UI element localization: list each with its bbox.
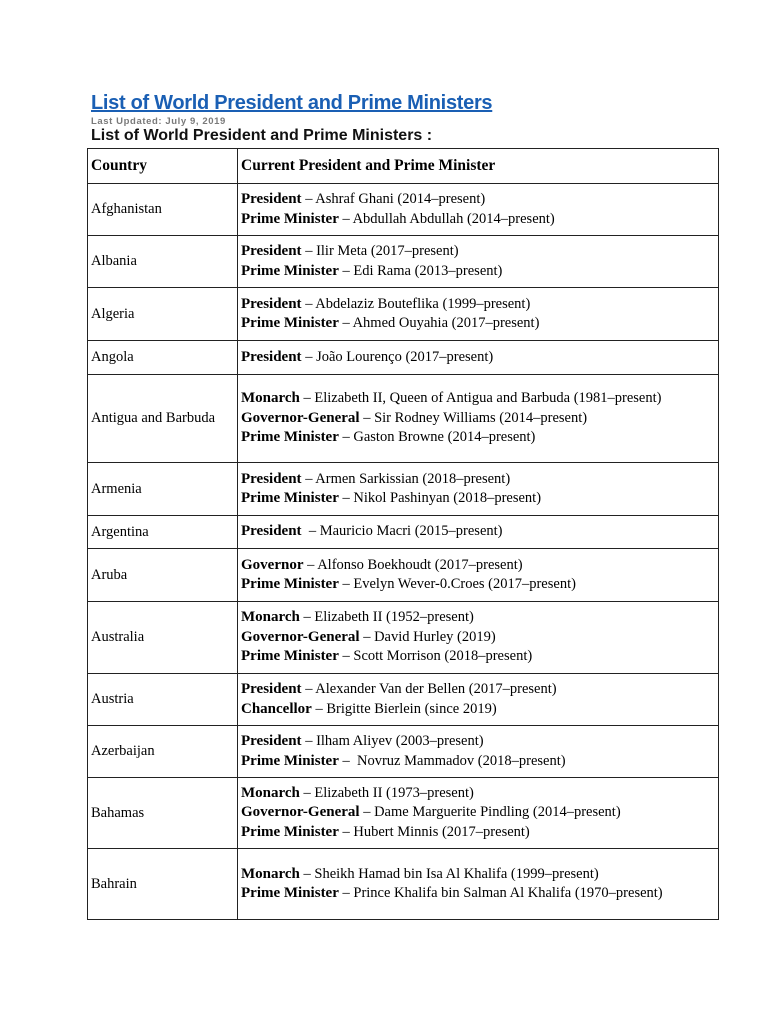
leader-line	[241, 242, 715, 262]
separator: –	[301, 191, 316, 207]
leaders-cell	[238, 602, 719, 674]
role-label: Prime Minister	[241, 823, 339, 840]
table-header-row	[88, 149, 719, 184]
leader-name: João Lourenço (2017–present)	[316, 348, 494, 365]
country-cell: Antigua and Barbuda	[88, 375, 238, 463]
country-cell: Argentina	[88, 516, 238, 549]
separator: –	[359, 804, 375, 821]
leaders-cell	[238, 849, 719, 920]
role-label: President	[241, 348, 302, 365]
table-row	[88, 602, 719, 674]
leader-name: Dame Marguerite Pindling (2014–present)	[374, 804, 621, 821]
role-label: Monarch	[241, 609, 300, 626]
leader-line	[241, 210, 715, 230]
leader-name: Alfonso Boekhoudt (2017–present)	[317, 556, 523, 573]
table-row	[88, 463, 719, 516]
separator: –	[299, 865, 315, 882]
leader-line	[241, 647, 715, 667]
leader-name: Sheikh Hamad bin Isa Al Khalifa (1999–present)	[314, 865, 599, 882]
leaders-cell	[238, 288, 719, 341]
leader-line	[241, 428, 715, 448]
separator: –	[359, 628, 375, 645]
leader-line	[241, 752, 715, 772]
separator: –	[301, 243, 317, 259]
role-label: Prime Minister	[241, 576, 339, 592]
role-label: Prime Minister	[241, 210, 339, 227]
separator: –	[299, 609, 315, 626]
separator: –	[338, 490, 354, 506]
separator: –	[311, 700, 327, 717]
separator: –	[338, 823, 354, 840]
separator: –	[338, 648, 354, 665]
separator: –	[299, 784, 315, 801]
leader-line	[241, 348, 715, 368]
separator: –	[301, 681, 316, 697]
leader-line	[241, 823, 715, 843]
leader-name: Gaston Browne (2014–present)	[353, 429, 536, 446]
leader-line	[241, 884, 715, 904]
separator: –	[301, 295, 316, 312]
leader-name: Ahmed Ouyahia (2017–present)	[352, 315, 540, 331]
role-label: Governor-General	[241, 628, 360, 645]
leader-name: Sir Rodney Williams (2014–present)	[374, 409, 588, 426]
country-cell: Armenia	[88, 463, 238, 516]
header-leaders: Current President and Prime Minister	[238, 149, 719, 184]
role-label: President	[241, 523, 302, 540]
role-label: Governor-General	[241, 804, 360, 821]
role-label: Prime Minister	[241, 752, 339, 769]
last-updated: Last Updated: July 9, 2019	[91, 116, 226, 127]
leader-line	[241, 865, 715, 885]
separator: –	[338, 210, 353, 227]
country-cell: Bahamas	[88, 778, 238, 849]
leader-name: Edi Rama (2013–present)	[353, 262, 503, 279]
separator: –	[338, 262, 354, 279]
leader-line	[241, 190, 715, 210]
table-heading: List of World President and Prime Ministers :	[91, 127, 433, 144]
role-label: Prime Minister	[241, 429, 339, 446]
role-label: President	[241, 191, 302, 207]
role-label: Monarch	[241, 390, 300, 407]
leader-line	[241, 389, 715, 409]
leader-name: Abdullah Abdullah (2014–present)	[352, 210, 555, 227]
leaders-cell	[238, 726, 719, 778]
leader-name: Armen Sarkissian (2018–present)	[315, 470, 511, 487]
leader-line	[241, 295, 715, 315]
table-row	[88, 288, 719, 341]
leader-name: David Hurley (2019)	[374, 628, 496, 645]
leader-line	[241, 556, 715, 576]
table-row	[88, 674, 719, 726]
country-cell: Aruba	[88, 549, 238, 602]
country-cell: Albania	[88, 236, 238, 288]
separator: –	[301, 523, 320, 540]
leader-name: Scott Morrison (2018–present)	[353, 648, 533, 665]
separator: –	[301, 733, 317, 749]
leader-name: Hubert Minnis (2017–present)	[353, 823, 530, 840]
leader-line	[241, 409, 715, 429]
role-label: Prime Minister	[241, 315, 339, 331]
separator: –	[301, 470, 316, 487]
separator: –	[301, 348, 317, 365]
country-cell: Azerbaijan	[88, 726, 238, 778]
separator: –	[359, 409, 375, 426]
separator: –	[338, 752, 357, 769]
leaders-cell	[238, 463, 719, 516]
leader-name: Brigitte Bierlein (since 2019)	[326, 700, 497, 717]
role-label: Monarch	[241, 865, 300, 882]
table-row	[88, 236, 719, 288]
role-label: Prime Minister	[241, 885, 339, 901]
leader-line	[241, 700, 715, 720]
leader-line	[241, 522, 715, 542]
country-cell: Austria	[88, 674, 238, 726]
leaders-cell	[238, 549, 719, 602]
separator: –	[338, 885, 354, 901]
leader-line	[241, 470, 715, 490]
leader-name: Abdelaziz Bouteflika (1999–present)	[315, 295, 531, 312]
leaders-cell	[238, 341, 719, 375]
leader-name: Novruz Mammadov (2018–present)	[357, 752, 566, 769]
leaders-cell	[238, 516, 719, 549]
leader-name: Elizabeth II (1952–present)	[314, 609, 474, 626]
leaders-cell	[238, 236, 719, 288]
separator: –	[338, 576, 354, 592]
leaders-cell	[238, 778, 719, 849]
role-label: Chancellor	[241, 700, 312, 717]
leader-line	[241, 680, 715, 700]
leader-line	[241, 575, 715, 595]
country-cell: Angola	[88, 341, 238, 375]
leader-line	[241, 262, 715, 282]
leader-line	[241, 732, 715, 752]
leader-name: Prince Khalifa bin Salman Al Khalifa (1970–present)	[353, 885, 663, 901]
table-row	[88, 549, 719, 602]
table-row	[88, 849, 719, 920]
country-cell: Afghanistan	[88, 184, 238, 236]
header-country: Country	[88, 149, 238, 184]
leader-name: Evelyn Wever-0.Croes (2017–present)	[353, 576, 576, 592]
leader-line	[241, 489, 715, 509]
leaders-cell	[238, 375, 719, 463]
country-cell: Bahrain	[88, 849, 238, 920]
role-label: Prime Minister	[241, 648, 339, 665]
leader-line	[241, 784, 715, 804]
role-label: Governor	[241, 556, 304, 573]
role-label: President	[241, 243, 302, 259]
role-label: President	[241, 470, 302, 487]
table-row	[88, 726, 719, 778]
leader-line	[241, 314, 715, 334]
separator: –	[338, 315, 353, 331]
leader-name: Ashraf Ghani (2014–present)	[315, 191, 486, 207]
page-title[interactable]: List of World President and Prime Ministers	[91, 92, 493, 114]
role-label: Prime Minister	[241, 262, 339, 279]
country-cell: Algeria	[88, 288, 238, 341]
leader-name: Alexander Van der Bellen (2017–present)	[315, 681, 557, 697]
table-row	[88, 184, 719, 236]
leader-line	[241, 803, 715, 823]
leader-name: Elizabeth II, Queen of Antigua and Barbuda (1981–present)	[314, 390, 662, 407]
leader-line	[241, 628, 715, 648]
role-label: Monarch	[241, 784, 300, 801]
separator: –	[299, 390, 315, 407]
table-row	[88, 341, 719, 375]
leader-name: Ilham Aliyev (2003–present)	[316, 733, 484, 749]
leaders-table	[87, 148, 719, 920]
leader-name: Elizabeth II (1973–present)	[314, 784, 474, 801]
table-row	[88, 375, 719, 463]
role-label: President	[241, 295, 302, 312]
role-label: Governor-General	[241, 409, 360, 426]
leader-line	[241, 608, 715, 628]
leader-name: Nikol Pashinyan (2018–present)	[353, 490, 542, 506]
leader-name: Ilir Meta (2017–present)	[316, 243, 459, 259]
separator: –	[338, 429, 354, 446]
table-row	[88, 516, 719, 549]
table-row	[88, 778, 719, 849]
role-label: President	[241, 681, 302, 697]
country-cell: Australia	[88, 602, 238, 674]
leaders-cell	[238, 674, 719, 726]
leader-name: Mauricio Macri (2015–present)	[319, 523, 503, 540]
leaders-cell	[238, 184, 719, 236]
separator: –	[303, 556, 318, 573]
role-label: President	[241, 733, 302, 749]
role-label: Prime Minister	[241, 490, 339, 506]
